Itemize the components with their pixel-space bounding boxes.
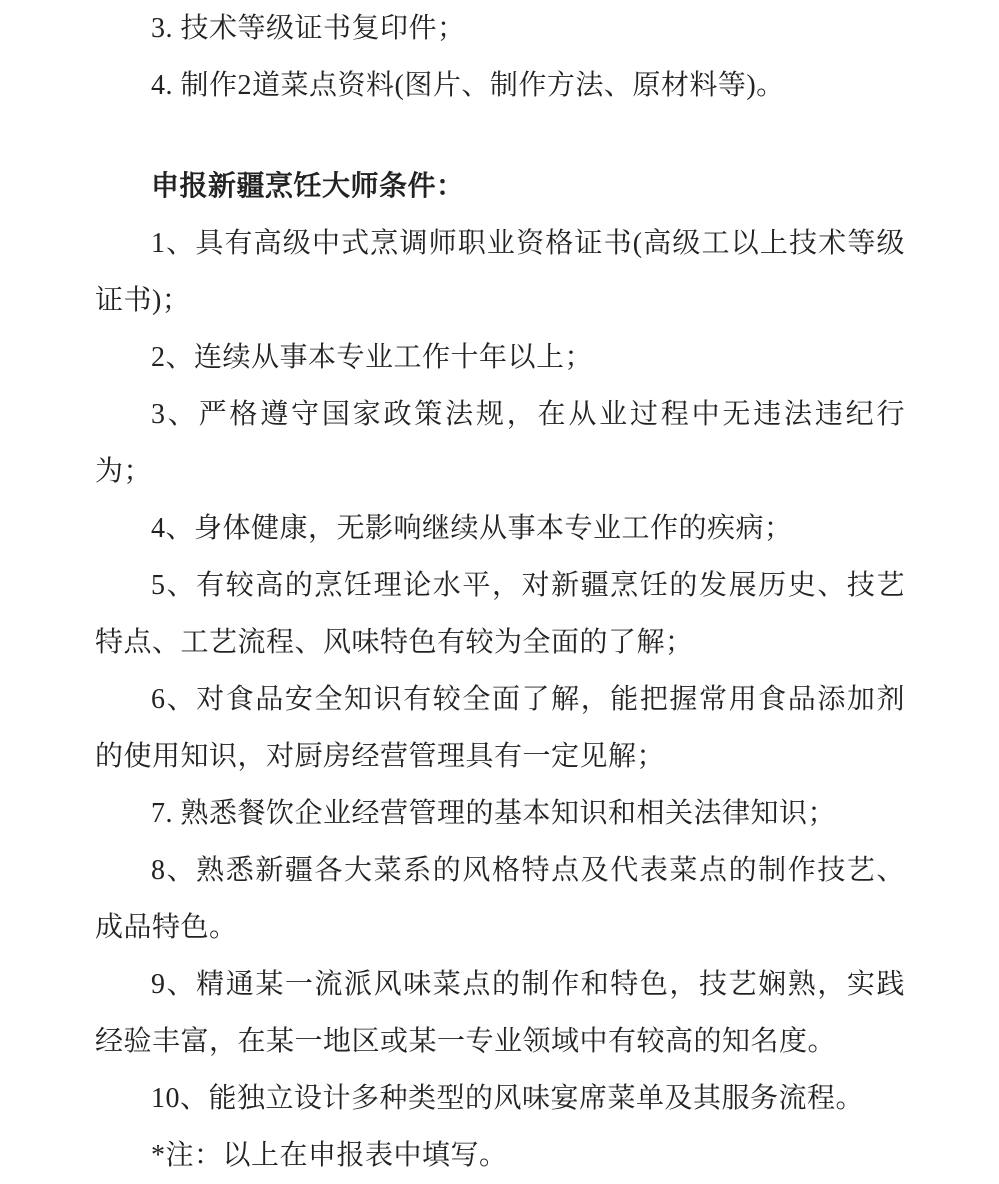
condition-item-2: 2、连续从事本专业工作十年以上； <box>151 342 594 373</box>
attachment-item-4: 4. 制作2道菜点资料(图片、制作方法、原材料等)。 <box>151 70 785 101</box>
condition-item-6: 6、对食品安全知识有较全面了解，能把握常用食品添加剂的使用知识，对厨房经营管理具有一定见解； <box>95 684 905 772</box>
section-heading: 申报新疆烹饪大师条件： <box>151 171 465 202</box>
condition-item-8: 8、熟悉新疆各大菜系的风格特点及代表菜点的制作技艺、成品特色。 <box>95 855 905 943</box>
condition-item-7: 7. 熟悉餐饮企业经营管理的基本知识和相关法律知识； <box>151 798 837 829</box>
condition-item-1: 1、具有高级中式烹调师职业资格证书(高级工以上技术等级证书)； <box>95 228 905 316</box>
condition-item-4: 4、身体健康，无影响继续从事本专业工作的疾病； <box>151 513 793 544</box>
condition-item-3: 3、严格遵守国家政策法规，在从业过程中无违法违纪行为； <box>95 399 905 487</box>
condition-item-9: 9、精通某一流派风味菜点的制作和特色，技艺娴熟，实践经验丰富，在某一地区或某一专业领域中有较高的知名度。 <box>95 969 905 1057</box>
blank-line-spacer <box>95 114 905 158</box>
footnote: *注：以上在申报表中填写。 <box>151 1140 508 1171</box>
condition-item-5: 5、有较高的烹饪理论水平，对新疆烹饪的发展历史、技艺特点、工艺流程、风味特色有较为全面的了解； <box>95 570 905 658</box>
condition-item-10: 10、能独立设计多种类型的风味宴席菜单及其服务流程。 <box>151 1083 865 1114</box>
attachment-item-3: 3. 技术等级证书复印件； <box>151 13 466 44</box>
